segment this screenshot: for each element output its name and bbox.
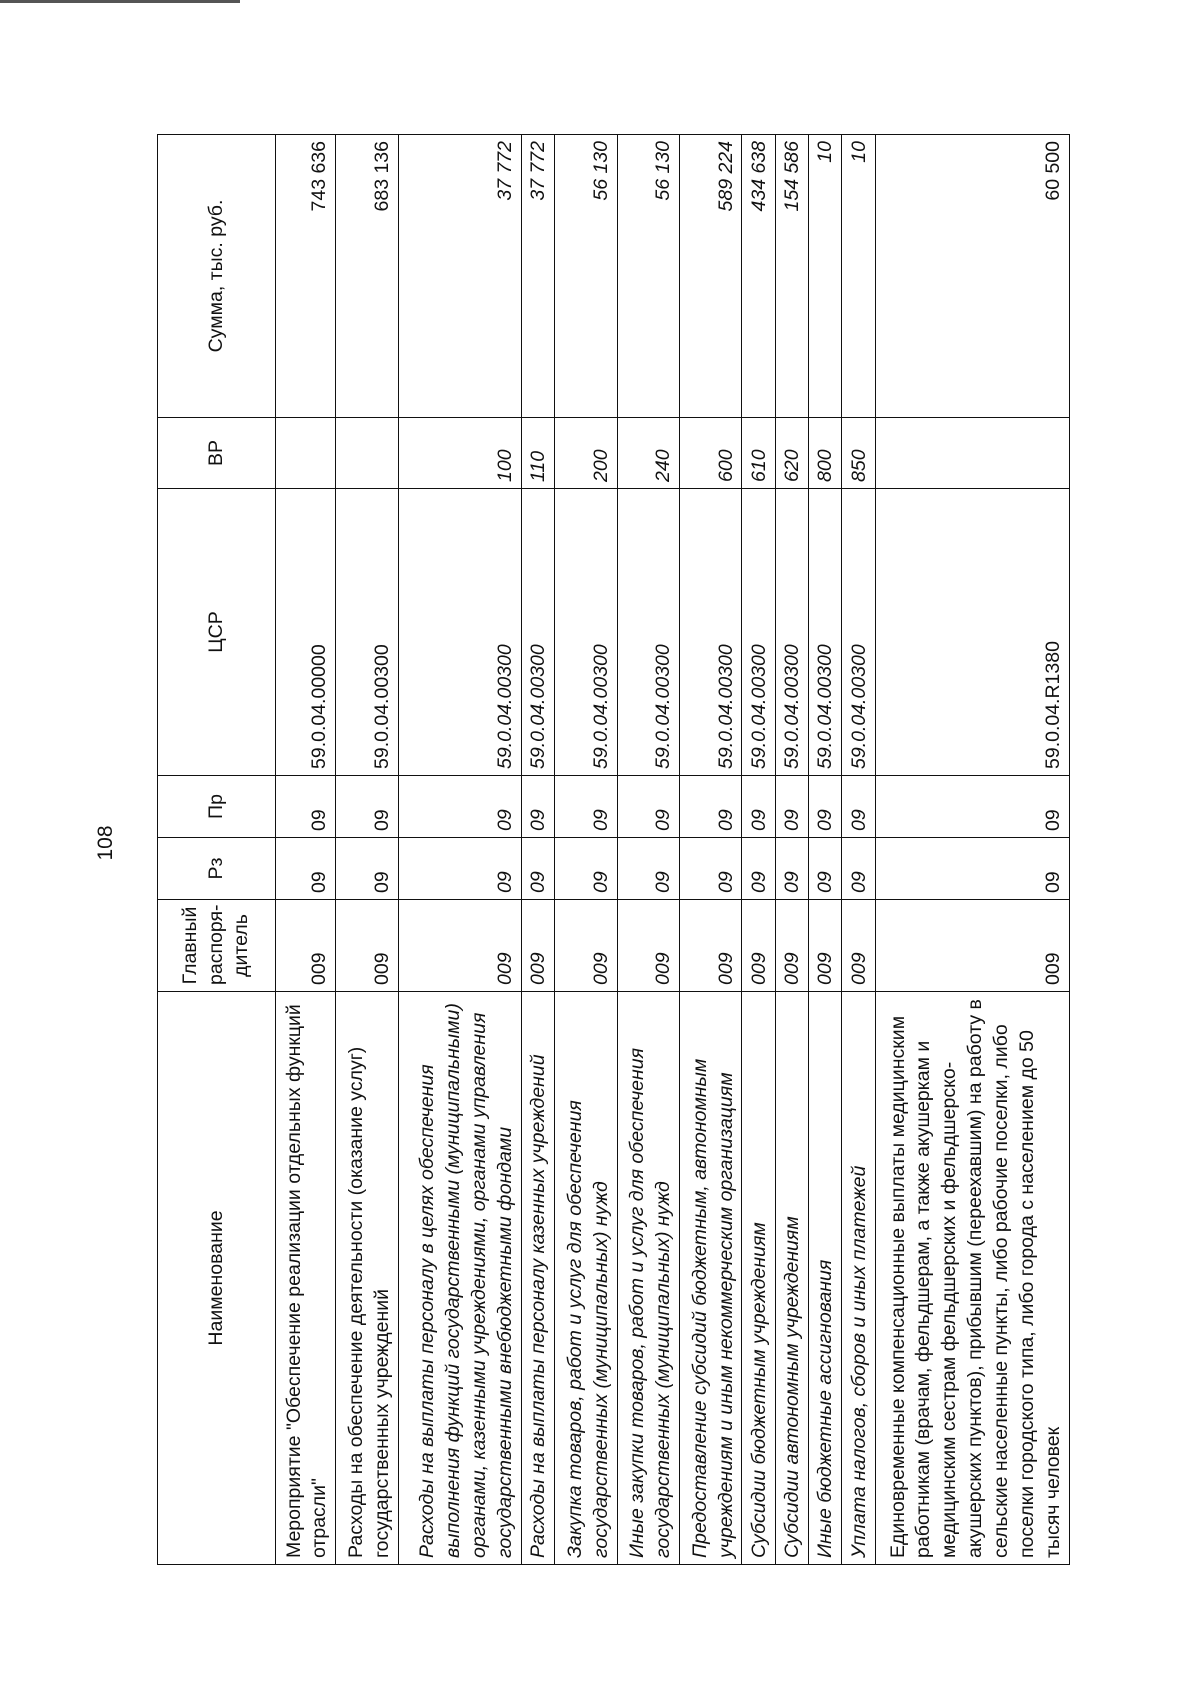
row-section: 09	[679, 838, 741, 900]
row-section: 09	[875, 838, 1069, 900]
row-name: Мероприятие "Обеспечение реализации отдельных функций отрасли"	[276, 992, 336, 1565]
table-row	[775, 135, 808, 1565]
row-expense-type: 110	[521, 418, 554, 489]
table-header-row	[158, 135, 276, 1565]
table-row	[842, 135, 875, 1565]
row-target-article: 59.0.04.00300	[336, 489, 398, 776]
row-expense-type	[875, 418, 1069, 489]
row-sum: 154 586	[775, 135, 808, 418]
table-row	[679, 135, 741, 1565]
row-name: Закупка товаров, работ и услуг для обеспечения государственных (муниципальных) нужд	[555, 992, 617, 1565]
header-sum: Сумма, тыс. руб.	[158, 135, 276, 418]
row-main-manager: 009	[398, 900, 521, 992]
row-target-article: 59.0.04.00300	[742, 489, 775, 776]
row-name: Расходы на выплаты персоналу в целях обеспечения выполнения функций государственными (муниципальными) органами, казенными учреждениями, органами управления государственными внебюджетными фондами	[398, 992, 521, 1565]
row-subsection: 09	[521, 776, 554, 838]
scan-edge-line	[0, 0, 240, 3]
row-target-article: 59.0.04.00300	[679, 489, 741, 776]
row-target-article: 59.0.04.R1380	[875, 489, 1069, 776]
row-section: 09	[555, 838, 617, 900]
row-target-article: 59.0.04.00300	[617, 489, 679, 776]
table-row	[555, 135, 617, 1565]
row-subsection: 09	[679, 776, 741, 838]
row-subsection: 09	[809, 776, 842, 838]
row-main-manager: 009	[336, 900, 398, 992]
row-target-article: 59.0.04.00000	[276, 489, 336, 776]
row-subsection: 09	[276, 776, 336, 838]
row-expense-type: 600	[679, 418, 741, 489]
row-target-article: 59.0.04.00300	[842, 489, 875, 776]
table-row	[875, 135, 1069, 1565]
table-row	[276, 135, 336, 1565]
row-subsection: 09	[617, 776, 679, 838]
table-row	[617, 135, 679, 1565]
row-sum: 37 772	[398, 135, 521, 418]
row-main-manager: 009	[276, 900, 336, 992]
header-expense-type: ВР	[158, 418, 276, 489]
row-expense-type: 800	[809, 418, 842, 489]
row-main-manager: 009	[617, 900, 679, 992]
row-sum: 589 224	[679, 135, 741, 418]
table-row	[336, 135, 398, 1565]
row-section: 09	[617, 838, 679, 900]
row-sum: 56 130	[617, 135, 679, 418]
row-name: Расходы на обеспечение деятельности (оказание услуг) государственных учреждений	[336, 992, 398, 1565]
header-subsection: Пр	[158, 776, 276, 838]
row-sum: 37 772	[521, 135, 554, 418]
row-subsection: 09	[842, 776, 875, 838]
row-main-manager: 009	[875, 900, 1069, 992]
row-section: 09	[521, 838, 554, 900]
row-target-article: 59.0.04.00300	[555, 489, 617, 776]
row-section: 09	[276, 838, 336, 900]
row-expense-type: 620	[775, 418, 808, 489]
page-number: 108	[94, 825, 117, 861]
table-row	[521, 135, 554, 1565]
row-target-article: 59.0.04.00300	[775, 489, 808, 776]
row-expense-type	[336, 418, 398, 489]
row-subsection: 09	[398, 776, 521, 838]
row-section: 09	[336, 838, 398, 900]
table-row	[398, 135, 521, 1565]
table-row	[742, 135, 775, 1565]
budget-table	[157, 134, 1070, 1565]
row-sum: 10	[809, 135, 842, 418]
row-target-article: 59.0.04.00300	[809, 489, 842, 776]
row-name: Единовременные компенсационные выплаты медицинским работникам (врачам, фельдшерам, а также акушеркам и медицинским сестрам фельдшерских и фельдшерско-акушерских пунктов), прибывшим (переехавшим) на работу в сельские населенные пункты, либо рабочие поселки, либо поселки городского типа, либо города с населением до 50 тысяч человек	[875, 992, 1069, 1565]
row-name: Субсидии бюджетным учреждениям	[742, 992, 775, 1565]
row-main-manager: 009	[775, 900, 808, 992]
row-name: Расходы на выплаты персоналу казенных учреждений	[521, 992, 554, 1565]
row-name: Иные закупки товаров, работ и услуг для обеспечения государственных (муниципальных) нужд	[617, 992, 679, 1565]
row-section: 09	[742, 838, 775, 900]
row-subsection: 09	[875, 776, 1069, 838]
row-subsection: 09	[742, 776, 775, 838]
row-name: Иные бюджетные ассигнования	[809, 992, 842, 1565]
row-expense-type: 610	[742, 418, 775, 489]
row-subsection: 09	[336, 776, 398, 838]
row-target-article: 59.0.04.00300	[521, 489, 554, 776]
header-target-article: ЦСР	[158, 489, 276, 776]
budget-table-container	[157, 135, 1070, 1565]
header-section: Рз	[158, 838, 276, 900]
row-expense-type: 240	[617, 418, 679, 489]
row-sum: 743 636	[276, 135, 336, 418]
row-name: Предоставление субсидий бюджетным, автономным учреждениям и иным некоммерческим организациям	[679, 992, 741, 1565]
row-expense-type	[276, 418, 336, 489]
row-expense-type: 200	[555, 418, 617, 489]
row-sum: 683 136	[336, 135, 398, 418]
row-name: Уплата налогов, сборов и иных платежей	[842, 992, 875, 1565]
row-sum: 10	[842, 135, 875, 418]
row-sum: 56 130	[555, 135, 617, 418]
table-row	[809, 135, 842, 1565]
row-name: Субсидии автономным учреждениям	[775, 992, 808, 1565]
row-main-manager: 009	[842, 900, 875, 992]
row-main-manager: 009	[809, 900, 842, 992]
row-expense-type: 100	[398, 418, 521, 489]
row-section: 09	[809, 838, 842, 900]
row-subsection: 09	[775, 776, 808, 838]
header-name: Наименование	[158, 992, 276, 1565]
header-main-manager: Главный распоря-дитель	[158, 900, 276, 992]
row-section: 09	[842, 838, 875, 900]
row-section: 09	[398, 838, 521, 900]
row-main-manager: 009	[742, 900, 775, 992]
row-section: 09	[775, 838, 808, 900]
row-main-manager: 009	[679, 900, 741, 992]
row-expense-type: 850	[842, 418, 875, 489]
row-sum: 60 500	[875, 135, 1069, 418]
row-main-manager: 009	[555, 900, 617, 992]
row-subsection: 09	[555, 776, 617, 838]
row-target-article: 59.0.04.00300	[398, 489, 521, 776]
row-main-manager: 009	[521, 900, 554, 992]
row-sum: 434 638	[742, 135, 775, 418]
table-body	[276, 135, 1070, 1565]
